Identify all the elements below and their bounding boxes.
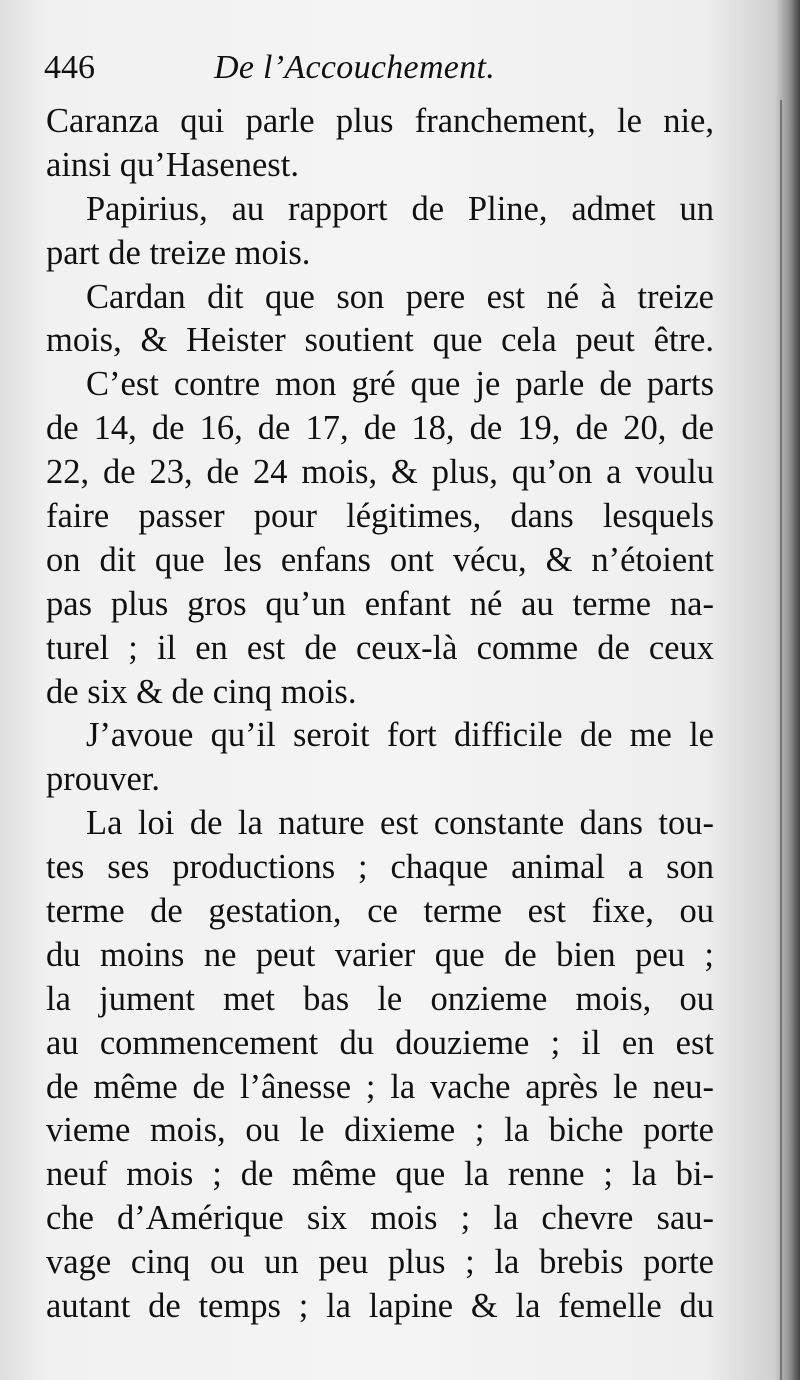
body-text [46,100,714,1329]
text-line: La loi de la nature est constante dans tou- [86,804,714,843]
text-line: ainsi qu’Hasenest. [46,145,299,184]
running-head: De l’Accouchement. [214,49,496,86]
text-line: J’avoue qu’il seroit fort difficile de me le [86,716,714,755]
text-line: neuf mois ; de même que la renne ; la bi- [46,1155,714,1194]
page-edge-shadow [774,0,800,1380]
page-header [44,44,744,94]
text-line: Cardan dit que son pere est né à treize [86,277,714,316]
page-number: 446 [44,49,95,86]
text-line: tes ses productions ; chaque animal a son [46,848,714,887]
text-line: de 14, de 16, de 17, de 18, de 19, de 20, de [46,409,714,448]
text-line: mois, & Heister soutient que cela peut être. [46,321,714,360]
text-line: terme de gestation, ce terme est fixe, ou [46,892,714,931]
text-line: vieme mois, ou le dixieme ; la biche porte [46,1111,714,1150]
text-line: au commencement du douzieme ; il en est [46,1023,714,1062]
text-line: autant de temps ; la lapine & la femelle du [46,1287,714,1326]
text-line: C’est contre mon gré que je parle de parts [86,365,714,404]
text-line: part de treize mois. [46,233,311,272]
text-line: faire passer pour légitimes, dans lesquels [46,497,714,536]
text-line: 22, de 23, de 24 mois, & plus, qu’on a voulu [46,453,714,492]
text-line: la jument met bas le onzieme mois, ou [46,979,714,1018]
text-line: de six & de cinq mois. [46,672,357,711]
page-edge-line [780,100,782,1380]
text-line: Papirius, au rapport de Pline, admet un [86,189,714,228]
text-line: prouver. [46,760,161,799]
text-line: vage cinq ou un peu plus ; la brebis porte [46,1243,714,1282]
text-line: on dit que les enfans ont vécu, & n’étoient [46,540,714,579]
text-line: de même de l’ânesse ; la vache après le neu- [46,1067,714,1106]
text-line: che d’Amérique six mois ; la chevre sau- [46,1199,714,1238]
text-line: pas plus gros qu’un enfant né au terme na- [46,584,714,623]
text-line: turel ; il en est de ceux-là comme de ceux [46,628,714,667]
text-line: Caranza qui parle plus franchement, le nie, [46,102,714,140]
text-line: du moins ne peut varier que de bien peu ; [46,935,714,974]
